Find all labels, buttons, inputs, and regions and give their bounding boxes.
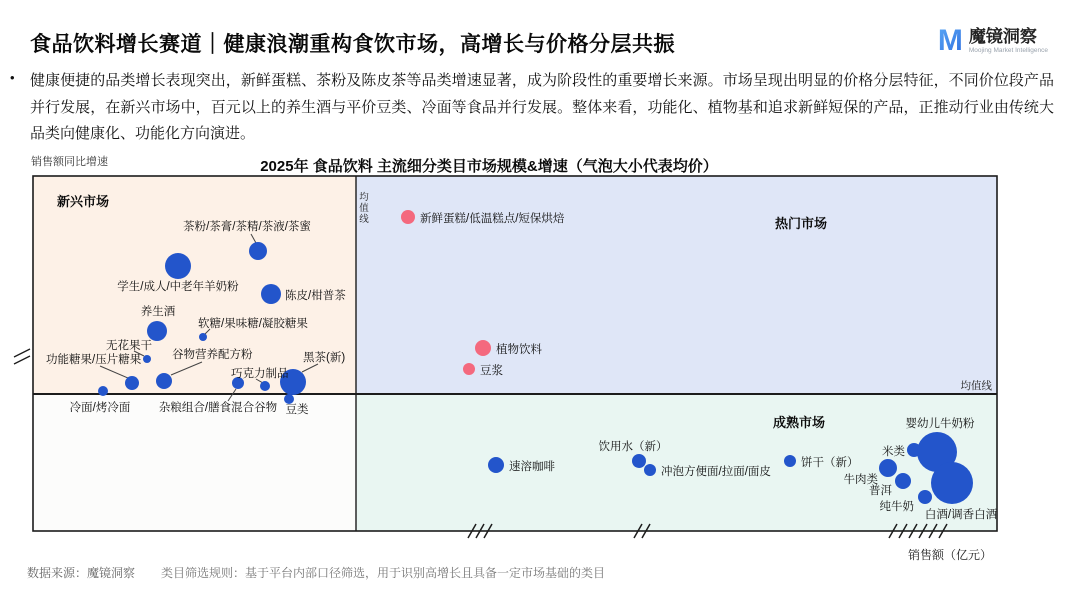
bubble-label: 软糖/果味糖/凝胶糖果	[198, 318, 308, 330]
x-axis-label: 销售额（亿元）	[907, 548, 993, 562]
bubble-label: 植物饮料	[496, 344, 542, 356]
chart-bubble	[199, 333, 207, 341]
data-source-note: 数据来源：魔镜洞察	[27, 566, 136, 580]
y-axis-break-mark	[14, 349, 30, 357]
bubble-label: 豆浆	[480, 365, 503, 377]
bubble-label: 黑茶(新)	[303, 352, 346, 364]
bubble-label: 养生酒	[140, 306, 176, 318]
chart-bubble	[98, 386, 108, 396]
y-axis-label: 销售额同比增速	[31, 156, 108, 168]
chart-bubble	[895, 473, 911, 489]
chart-bubble	[156, 373, 172, 389]
chart-bubble	[284, 394, 294, 404]
chart-bubble	[261, 284, 281, 304]
bubble-label: 饼干（新）	[801, 457, 859, 469]
chart-bubble	[143, 355, 151, 363]
bubble-label: 白酒/调香白酒	[924, 509, 998, 521]
chart-bubble	[401, 210, 415, 224]
bubble-label: 无花果干	[106, 340, 152, 352]
bubble-label: 纯牛奶	[879, 501, 914, 513]
bubble-label: 米类	[882, 446, 905, 458]
chart-bubble	[475, 340, 491, 356]
chart-bubble	[931, 462, 973, 504]
quadrant-label: 新兴市场	[57, 194, 110, 209]
filter-rule-note: 类目筛选规则：基于平台内部口径筛选，用于识别高增长且具备一定市场基础的类目	[161, 566, 606, 580]
chart-bubble	[125, 376, 139, 390]
bubble-chart-canvas	[0, 145, 1080, 592]
bubble-label: 冷面/烤冷面	[69, 402, 131, 414]
chart-bubble	[147, 321, 167, 341]
bubble-label: 饮用水（新）	[598, 441, 668, 453]
brand-subtitle: Moojing Market Intelligence	[968, 46, 1048, 54]
quadrant-bg	[356, 176, 997, 394]
bubble-label: 学生/成人/中老年羊奶粉	[117, 281, 239, 293]
brand-name: 魔镜洞察	[968, 27, 1037, 47]
chart-bubble	[784, 455, 796, 467]
bubble-label: 豆类	[285, 404, 309, 416]
bullet-marker: •	[10, 70, 15, 85]
chart-bubble	[463, 363, 475, 375]
chart-bubble	[918, 490, 932, 504]
bubble-label: 陈皮/柑普茶	[285, 290, 346, 302]
bubble-chart	[0, 145, 1080, 592]
chart-bubble	[249, 242, 267, 260]
mean-line-label-vertical: 均值线	[359, 192, 369, 225]
bubble-label: 功能糖果/压片糖果	[46, 354, 142, 366]
bubble-label: 巧克力制品	[231, 368, 289, 380]
quadrant-label: 热门市场	[775, 216, 828, 231]
mean-line-label: 均值线	[960, 380, 992, 392]
chart-bubble	[879, 459, 897, 477]
chart-bubble	[632, 454, 646, 468]
bubble-label: 新鲜蛋糕/低温糕点/短保烘焙	[420, 213, 565, 225]
chart-title: 2025年 食品饮料 主流细分类目市场规模&增速（气泡大小代表均价）	[260, 158, 718, 175]
footer	[27, 564, 605, 581]
bubble-label: 谷物营养配方粉	[172, 349, 253, 361]
chart-bubble	[260, 381, 270, 391]
chart-bubble	[165, 253, 191, 279]
chart-bubble	[488, 457, 504, 473]
bubble-label: 杂粮组合/膳食混合谷物	[158, 402, 278, 414]
summary-paragraph: 健康便捷的品类增长表现突出，新鲜蛋糕、茶粉及陈皮茶等品类增速显著，成为阶段性的重要增长来源。市场呈现出明显的价格分层特征，不同价位段产品并行发展，在新兴市场中，百元以上的养生酒与平价豆类、冷面等食品并行发展。整体来看，功能化、植物基和追求新鲜短保的产品，正推动行业由传统大品类向健康化、功能化方向演进。	[30, 72, 1054, 143]
page-title: 食品饮料增长赛道｜健康浪潮重构食饮市场，高增长与价格分层共振	[30, 33, 675, 56]
chart-bubble	[644, 464, 656, 476]
bubble-label: 茶粉/茶膏/茶精/茶液/茶蜜	[183, 221, 311, 233]
brand-logo	[938, 26, 1048, 56]
y-axis-break-mark	[14, 356, 30, 364]
quadrant-label: 成熟市场	[773, 415, 826, 430]
bubble-label: 速溶咖啡	[509, 461, 555, 473]
bubble-label: 普洱	[869, 485, 892, 497]
brand-m-icon: M	[937, 24, 963, 57]
bubble-label: 牛肉类	[843, 474, 878, 486]
bubble-label: 婴幼儿牛奶粉	[905, 418, 975, 430]
bubble-label: 冲泡方便面/拉面/面皮	[661, 466, 771, 478]
